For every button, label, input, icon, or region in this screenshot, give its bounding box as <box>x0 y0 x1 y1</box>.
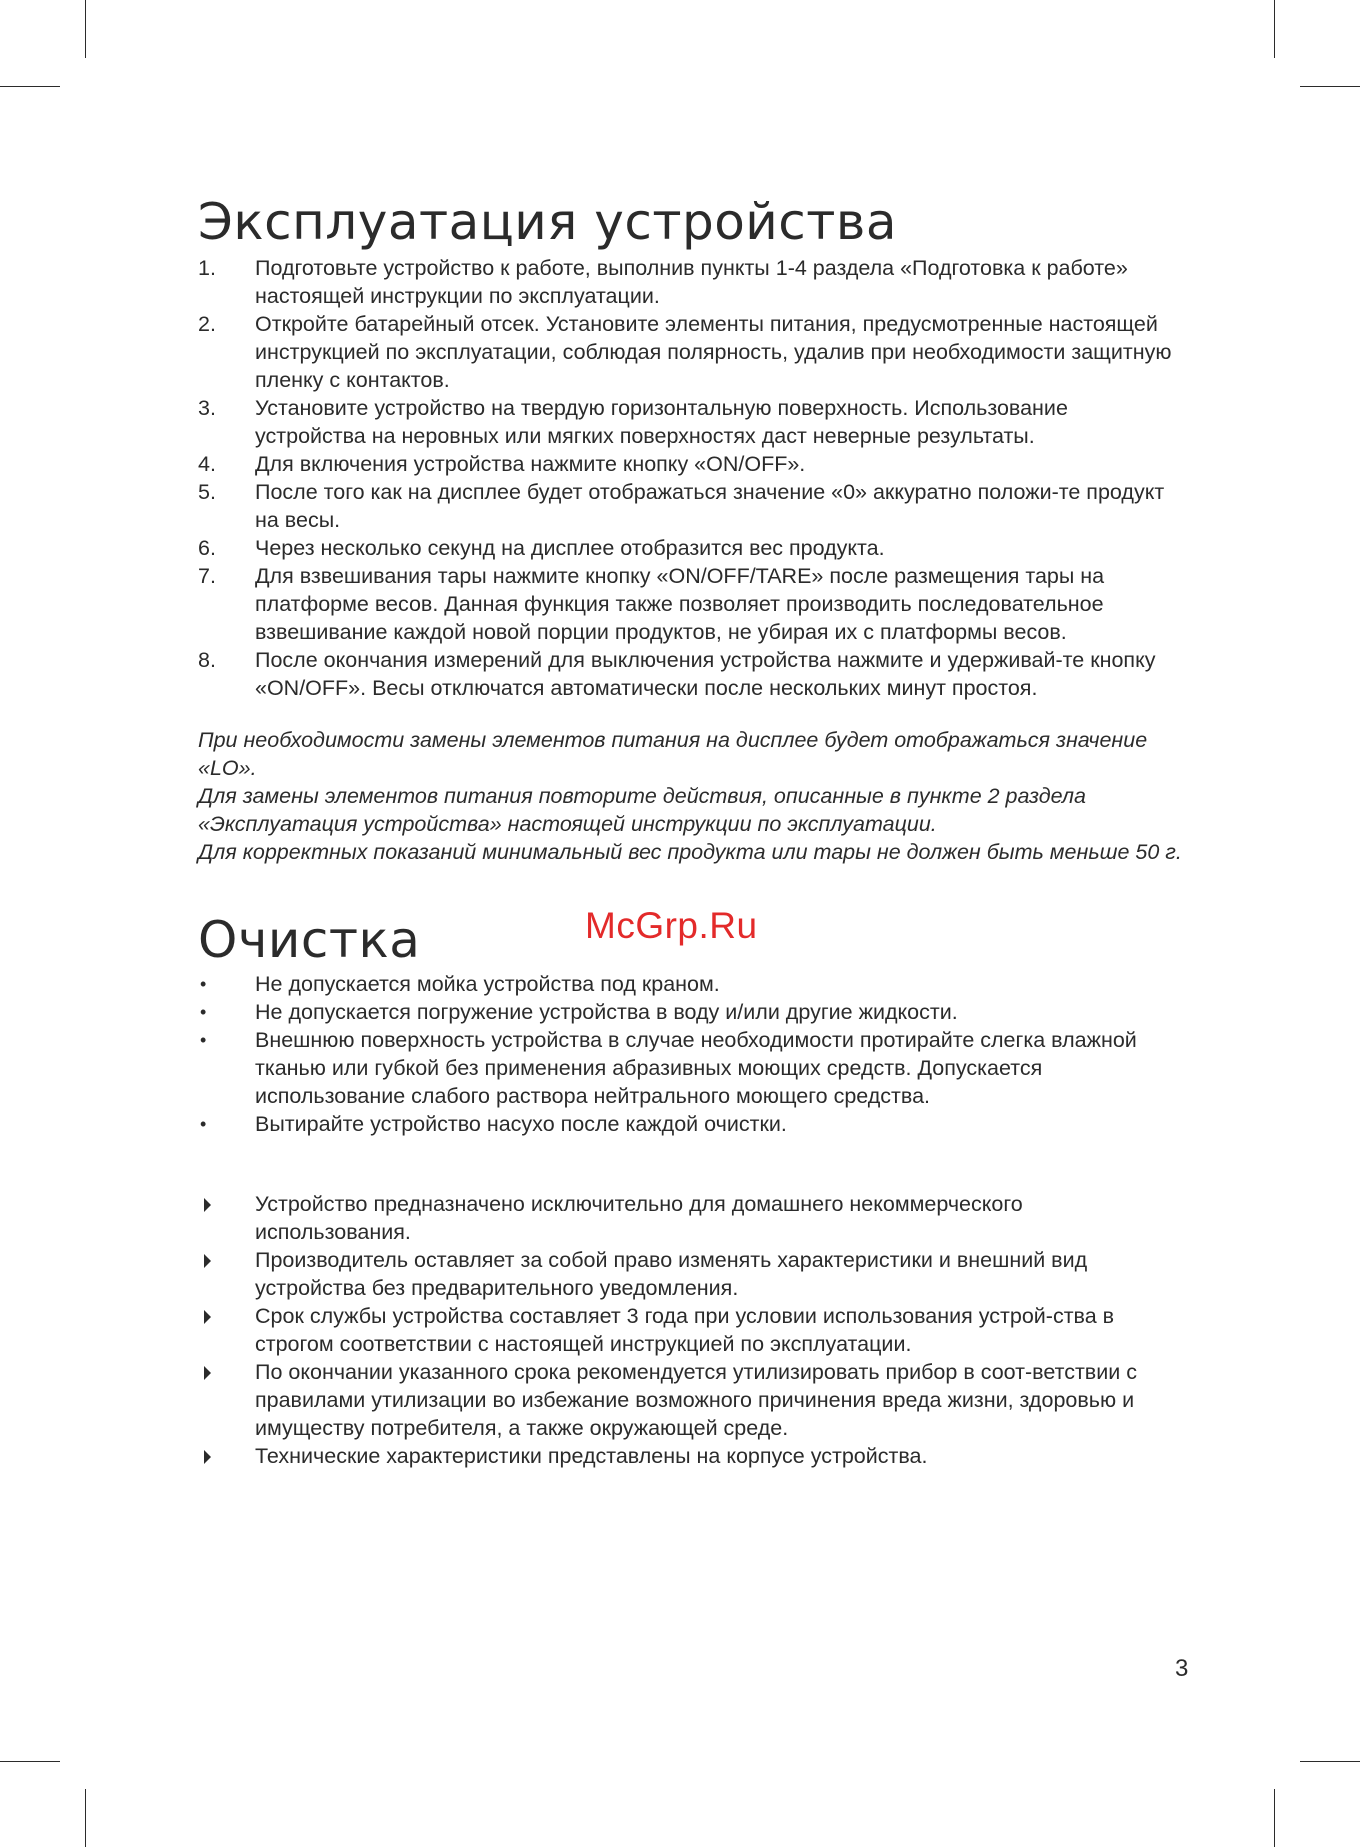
list-item <box>198 394 1183 450</box>
crop-mark <box>85 0 86 58</box>
list-item <box>198 534 1183 562</box>
step-number: 5. <box>198 480 216 504</box>
note-text: Для замены элементов питания повторите действия, описанные в пункте 2 раздела «Эксплуатация устройства» настоящей инструкции по эксплуатации. <box>198 784 1086 836</box>
step-text: Подготовьте устройство к работе, выполнив пункты 1-4 раздела «Подготовка к работе» настоящей инструкции по эксплуатации. <box>255 256 1128 308</box>
bullet-icon: • <box>200 1002 207 1022</box>
list-item <box>198 1302 1183 1358</box>
item-text: Устройство предназначено исключительно для домашнего некоммерческого использования. <box>255 1192 1023 1244</box>
step-number: 2. <box>198 312 216 336</box>
item-text: Производитель оставляет за собой право изменять характеристики и внешний вид устройства без предварительного уведомления. <box>255 1248 1088 1300</box>
item-text: Внешнюю поверхность устройства в случае необходимости протирайте слегка влажной тканью или губкой без применения абразивных моющих средств. Допускается использование слабого раствора нейтрального моющего средства. <box>255 1028 1137 1108</box>
page-content <box>198 192 1183 1470</box>
list-item <box>198 478 1183 534</box>
item-text: Технические характеристики представлены на корпусе устройства. <box>255 1444 928 1468</box>
list-item <box>198 970 1183 998</box>
step-text: После окончания измерений для выключения устройства нажмите и удерживай-те кнопку «ON/OFF». Весы отключатся автоматически после нескольких минут простоя. <box>255 648 1156 700</box>
item-text: Не допускается мойка устройства под краном. <box>255 972 720 996</box>
triangle-bullet-icon <box>204 1366 211 1380</box>
list-item <box>198 450 1183 478</box>
list-item <box>198 1026 1183 1110</box>
list-item <box>198 998 1183 1026</box>
step-number: 3. <box>198 396 216 420</box>
step-text: Откройте батарейный отсек. Установите элементы питания, предусмотренные настоящей инструкцией по эксплуатации, соблюдая полярность, удалив при необходимости защитную пленку с контактов. <box>255 312 1172 392</box>
list-item <box>198 1190 1183 1246</box>
cleaning-list <box>198 970 1183 1138</box>
section-title-operation: Эксплуатация устройства <box>198 193 897 251</box>
step-number: 8. <box>198 648 216 672</box>
bullet-icon: • <box>200 974 207 994</box>
list-item <box>198 1442 1183 1470</box>
list-item <box>198 1110 1183 1138</box>
list-item <box>198 1358 1183 1442</box>
watermark: McGrp.Ru <box>585 905 758 946</box>
bullet-icon: • <box>200 1030 207 1050</box>
page-number: 3 <box>1175 1655 1189 1682</box>
note-text: При необходимости замены элементов питания на дисплее будет отображаться значение «LO». <box>198 728 1148 780</box>
triangle-bullet-icon <box>204 1254 211 1268</box>
list-item <box>198 646 1183 702</box>
triangle-bullet-icon <box>204 1198 211 1212</box>
list-item <box>198 1246 1183 1302</box>
step-text: Для включения устройства нажмите кнопку «ON/OFF». <box>255 452 806 476</box>
section-title-cleaning: Очистка <box>198 911 421 969</box>
step-number: 6. <box>198 536 216 560</box>
step-text: Через несколько секунд на дисплее отобразится вес продукта. <box>255 536 885 560</box>
list-item <box>198 310 1183 394</box>
crop-mark <box>1300 86 1360 87</box>
note-text: Для корректных показаний минимальный вес продукта или тары не должен быть меньше 50 г. <box>198 840 1182 864</box>
crop-mark <box>1274 1789 1275 1847</box>
crop-mark <box>85 1789 86 1847</box>
triangle-bullet-icon <box>204 1450 211 1464</box>
step-number: 7. <box>198 564 216 588</box>
step-text: После того как на дисплее будет отображаться значение «0» аккуратно положи-те продукт на весы. <box>255 480 1165 532</box>
step-number: 1. <box>198 256 216 280</box>
list-item <box>198 562 1183 646</box>
step-text: Установите устройство на твердую горизонтальную поверхность. Использование устройства на неровных или мягких поверхностях даст неверные результаты. <box>255 396 1068 448</box>
triangle-bullet-icon <box>204 1310 211 1324</box>
info-list <box>198 1190 1183 1470</box>
item-text: Не допускается погружение устройства в воду и/или другие жидкости. <box>255 1000 958 1024</box>
crop-mark <box>1274 0 1275 58</box>
step-number: 4. <box>198 452 216 476</box>
bullet-icon: • <box>200 1114 207 1134</box>
crop-mark <box>1300 1761 1360 1762</box>
list-item <box>198 254 1183 310</box>
item-text: Срок службы устройства составляет 3 года при условии использования устрой-ства в строгом соответствии с настоящей инструкцией по эксплуатации. <box>255 1304 1115 1356</box>
step-text: Для взвешивания тары нажмите кнопку «ON/OFF/TARE» после размещения тары на платформе весов. Данная функция также позволяет производить последовательное взвешивание каждой новой порции продуктов, не убирая их с платформы весов. <box>255 564 1105 644</box>
crop-mark <box>0 86 60 87</box>
crop-mark <box>0 1761 60 1762</box>
item-text: По окончании указанного срока рекомендуется утилизировать прибор в соот-ветствии с правилами утилизации во избежание возможного причинения вреда жизни, здоровью и имуществу потребителя, а также окружающей среде. <box>255 1360 1137 1440</box>
operation-steps <box>198 254 1183 702</box>
notes-block <box>198 726 1183 866</box>
item-text: Вытирайте устройство насухо после каждой очистки. <box>255 1112 787 1136</box>
